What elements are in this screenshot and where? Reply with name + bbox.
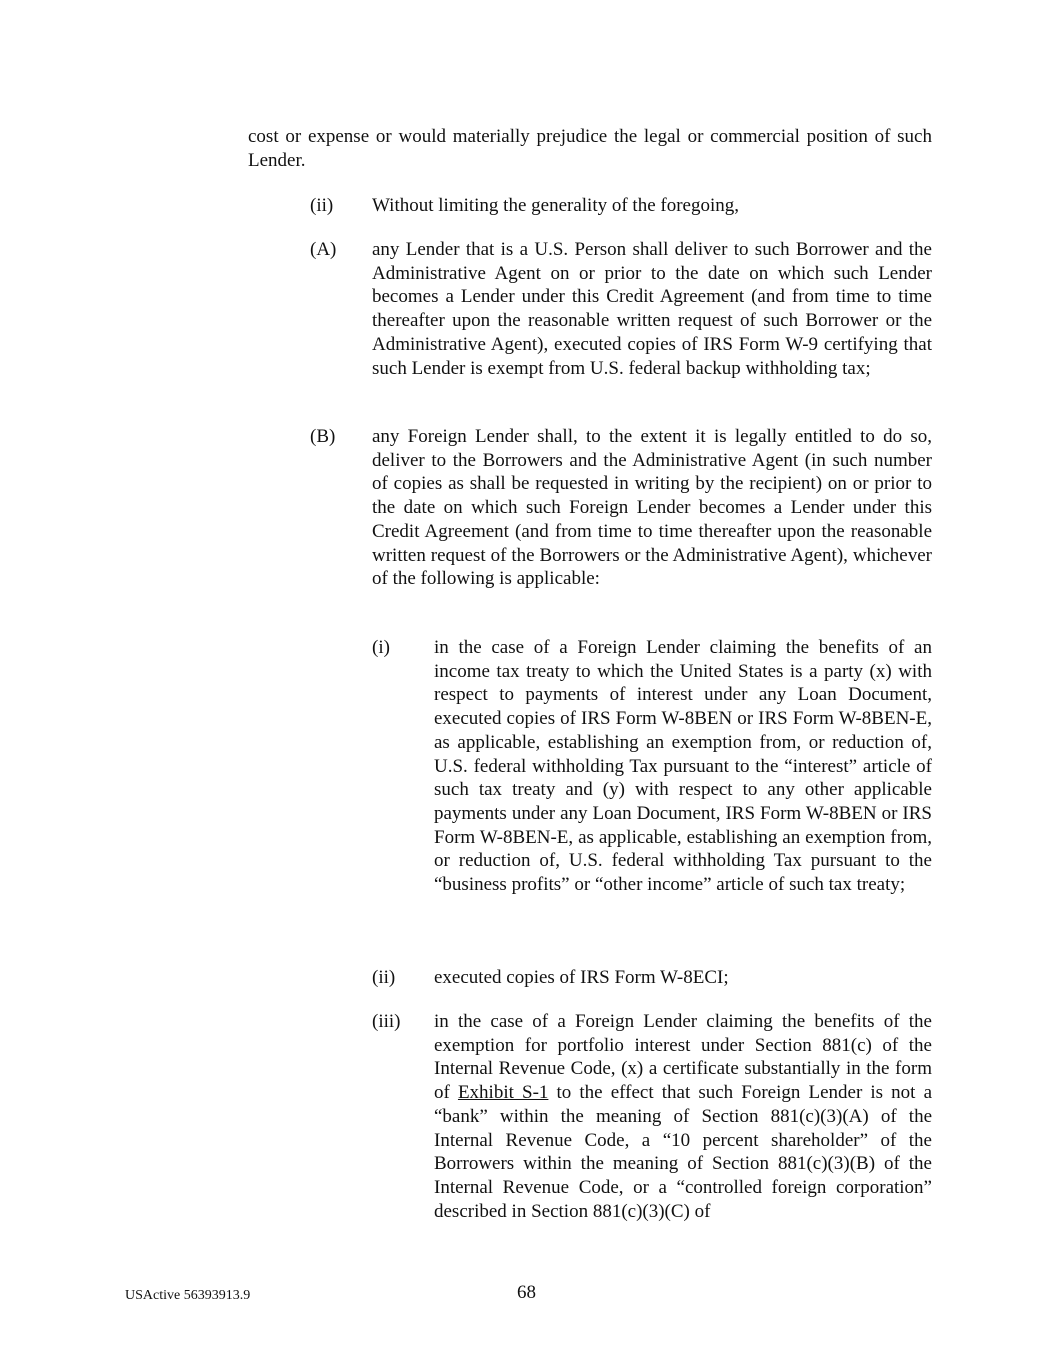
text-before-link: in the case of a Foreign Lender claiming the benefits of the exemption for portfolio interest under Section 881(c) of the Internal Revenue Code, (x) a certificate substantially in the form of (434, 1011, 932, 1104)
clause-text: any Lender that is a U.S. Person shall deliver to such Borrower and the Administrative Agent on or prior to the date on which such Lender becomes a Lender under this Credit Agreement (and from time to time thereafter upon the reasonable written request of such Borrower or the Administrative Agent), executed copies of IRS Form W-9 certifying that such Lender is exempt from U.S. federal backup withholding tax; (372, 239, 932, 379)
document-id: USActive 56393913.9 (125, 1288, 251, 1303)
clause-text: any Foreign Lender shall, to the extent it is legally entitled to do so, deliver to the Borrowers and the Administrative Agent (in such number of copies as shall be requested in writing by the recipient) on or prior to the date on which such Foreign Lender becomes a Lender under this Credit Agreement (and from time to time thereafter upon the reasonable written request of the Borrowers or the Administrative Agent), whichever of the following is applicable: (372, 426, 932, 590)
subclause-text: executed copies of IRS Form W-8ECI; (434, 967, 729, 988)
clause-label: (B) (310, 426, 336, 447)
clause-text: Without limiting the generality of the foregoing, (372, 195, 740, 216)
subclause-label: (iii) (372, 1011, 401, 1032)
page-number: 68 (517, 1282, 536, 1303)
subclause-text (434, 1010, 932, 1223)
clause-label: (A) (310, 239, 337, 260)
intro-paragraph: cost or expense or would materially prejudice the legal or commercial position of such Lender. (248, 126, 932, 171)
text-after-link: to the effect that such Foreign Lender is not a “bank” within the meaning of Section 881(c)(3)(A) of the Internal Revenue Code, a “10 percent shareholder” of the Borrowers within the meaning of Section 881(c)(3)(B) of the Internal Revenue Code, or a “controlled foreign corporation” described in Section 881(c)(3)(C) of (434, 1082, 933, 1222)
exhibit-s1-link[interactable]: Exhibit S-1 (457, 1082, 549, 1104)
clause-label: (ii) (310, 195, 334, 216)
subclause-label: (i) (372, 637, 390, 658)
subclause-label: (ii) (372, 967, 396, 988)
subclause-text: in the case of a Foreign Lender claiming the benefits of an income tax treaty to which the United States is a party (x) with respect to payments of interest under any Loan Document, executed copies of IRS Form W-8BEN or IRS Form W-8BEN-E, as applicable, establishing an exemption from, or reduction of, U.S. federal withholding Tax pursuant to the “interest” article of such tax treaty and (y) with respect to any other applicable payments under any Loan Document, IRS Form W-8BEN or IRS Form W-8BEN-E, as applicable, establishing an exemption from, or reduction of, U.S. federal withholding Tax pursuant to the “business profits” or “other income” article of such tax treaty; (434, 637, 932, 896)
